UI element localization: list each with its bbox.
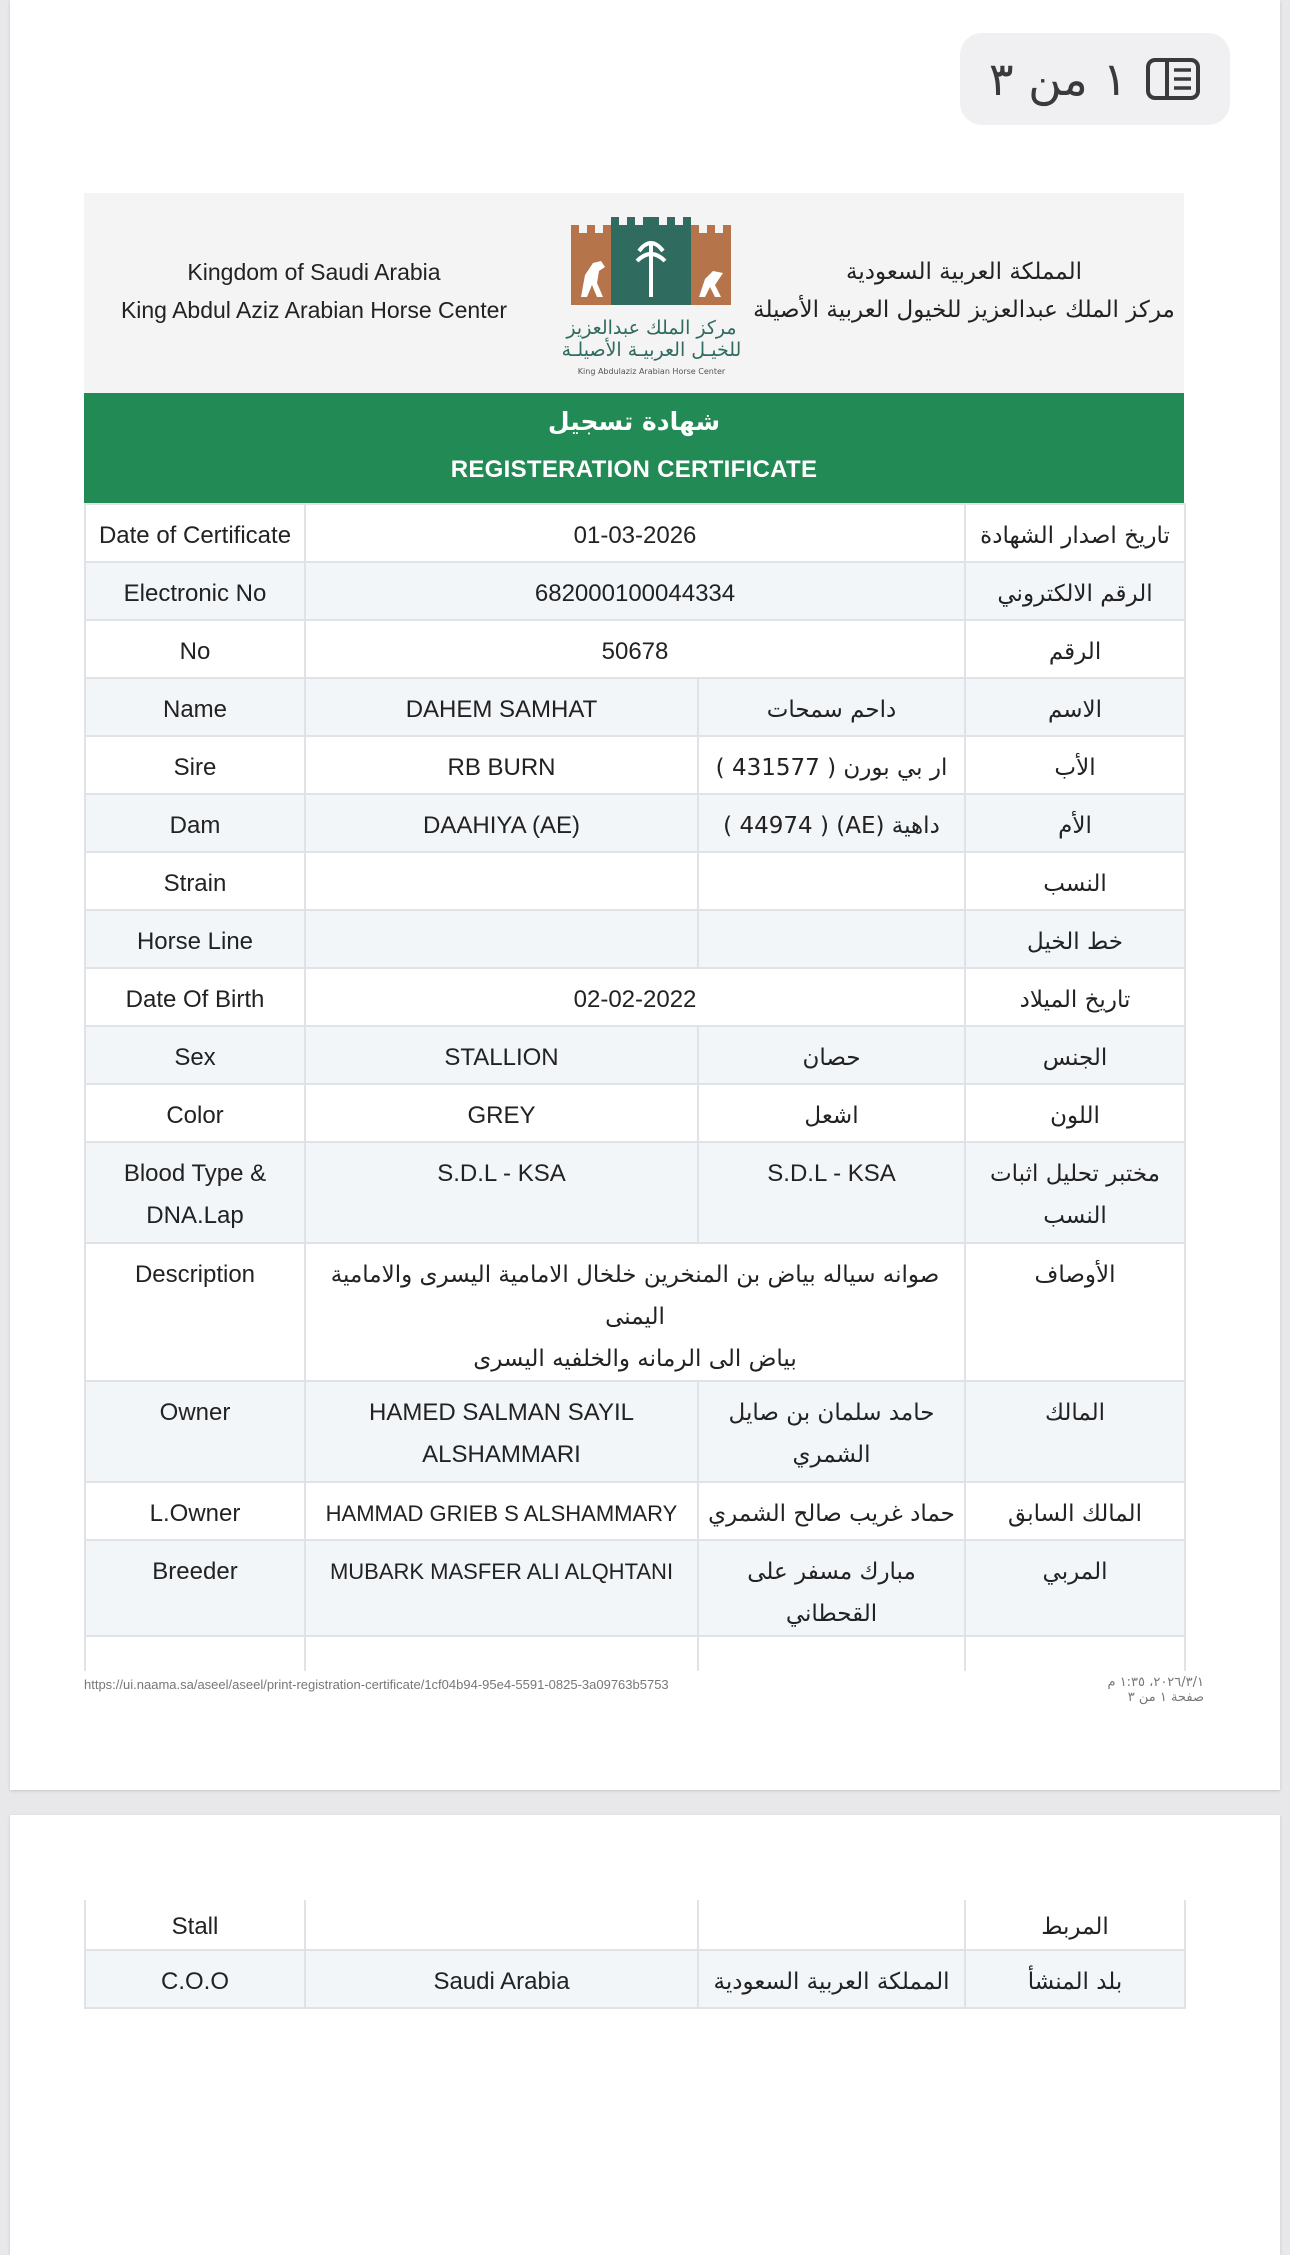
label-ar: المالك: [965, 1381, 1185, 1482]
value-en-cell: [305, 852, 698, 910]
value-en-cell: MUBARK MASFER ALI ALQHTANI: [305, 1540, 698, 1636]
table-row: [85, 1381, 1185, 1482]
center-logo: [559, 205, 744, 385]
header-en-line2: King Abdul Aziz Arabian Horse Center: [120, 297, 508, 323]
label-en: Stall: [85, 1900, 305, 1950]
label-ar: الرقم: [965, 620, 1185, 678]
table-row: [85, 1900, 1185, 1950]
value-en-cell: DAAHIYA (AE): [305, 794, 698, 852]
label-en: [85, 1142, 305, 1243]
label-en: Date of Certificate: [85, 504, 305, 562]
label-en: Date Of Birth: [85, 968, 305, 1026]
label-ar: الأم: [965, 794, 1185, 852]
label-en: Horse Line: [85, 910, 305, 968]
description-line1: صوانه سياله بياض بن المنخرين خلخال الامامية اليسرى والامامية اليمنى: [330, 1262, 940, 1330]
table-row: [85, 1084, 1185, 1142]
logo-caption-en: King Abdulaziz Arabian Horse Center: [577, 367, 726, 376]
print-date: [1108, 1675, 1205, 1705]
label-ar: خط الخيل: [965, 910, 1185, 968]
table-row: [85, 1243, 1185, 1381]
label-ar: الأب: [965, 736, 1185, 794]
value-ar-cell: S.D.L - KSA: [698, 1142, 965, 1243]
page-indicator-button[interactable]: [960, 33, 1230, 125]
value-en-cell: HAMMAD GRIEB S ALSHAMMARY: [305, 1482, 698, 1540]
label-en: Electronic No: [85, 562, 305, 620]
label-ar: الاسم: [965, 678, 1185, 736]
table-row: [85, 968, 1185, 1026]
label-en: Sire: [85, 736, 305, 794]
value-en-cell: [305, 1900, 698, 1950]
value-ar-cell: ار بي بورن ( 431577 ): [698, 736, 965, 794]
table-row: [85, 504, 1185, 562]
registration-table: [84, 503, 1186, 1671]
value-en-cell: RB BURN: [305, 736, 698, 794]
table-row: [85, 1482, 1185, 1540]
value-cell: 50678: [305, 620, 965, 678]
header-ar-line1: المملكة العربية السعودية: [846, 259, 1082, 285]
header-en-line1: Kingdom of Saudi Arabia: [187, 259, 441, 285]
table-row: [85, 562, 1185, 620]
value-en-cell: S.D.L - KSA: [305, 1142, 698, 1243]
table-row: [85, 620, 1185, 678]
owner-ar-line2: الشمري: [792, 1442, 871, 1468]
label-ar: [965, 1142, 1185, 1243]
print-date-line: ٢٠٢٦/٣/١، ١:٣٥ م: [1107, 1675, 1204, 1690]
value-en-cell: [305, 1381, 698, 1482]
owner-en-line1: HAMED SALMAN SAYIL: [369, 1399, 634, 1426]
value-cell: 682000100044334: [305, 562, 965, 620]
label-ar: اللون: [965, 1084, 1185, 1142]
value-en-cell: DAHEM SAMHAT: [305, 678, 698, 736]
header-arabic: [744, 253, 1184, 329]
value-cell: 01-03-2026: [305, 504, 965, 562]
empty-cell: [85, 1636, 305, 1671]
table-row: [85, 794, 1185, 852]
print-page-line: صفحة ١ من ٣: [1127, 1690, 1204, 1705]
label-ar: الجنس: [965, 1026, 1185, 1084]
table-row: [85, 1636, 1185, 1671]
value-en-cell: [305, 910, 698, 968]
label-en: Sex: [85, 1026, 305, 1084]
header-ar-line2: مركز الملك عبدالعزيز للخيول العربية الأصيلة: [753, 297, 1175, 323]
label-ar: الأوصاف: [965, 1243, 1185, 1381]
label-en: Breeder: [85, 1540, 305, 1636]
value-ar-cell: مبارك مسفر على القحطاني: [698, 1540, 965, 1636]
value-cell: 02-02-2022: [305, 968, 965, 1026]
value-ar-cell: حماد غريب صالح الشمري: [698, 1482, 965, 1540]
value-ar-cell: المملكة العربية السعودية: [698, 1950, 965, 2008]
value-ar-cell: حصان: [698, 1026, 965, 1084]
label-en: Strain: [85, 852, 305, 910]
owner-ar-line1: حامد سلمان بن صايل: [728, 1400, 935, 1426]
empty-cell: [698, 1636, 965, 1671]
label-en: Description: [85, 1243, 305, 1381]
value-ar-cell: داهية (AE) ( 44974 ): [698, 794, 965, 852]
label-ar: المربط: [965, 1900, 1185, 1950]
table-row: [85, 1950, 1185, 2008]
table-row: [85, 910, 1185, 968]
logo-emblem: [559, 205, 744, 315]
label-en-line2: DNA.Lap: [146, 1202, 244, 1229]
table-row: [85, 1540, 1185, 1636]
document-page-2: [10, 1815, 1280, 2255]
logo-caption-ar-line2: للخيـل العربيـة الأصيلـة: [561, 339, 742, 361]
reader-view-icon: [1145, 57, 1201, 101]
label-ar: المربي: [965, 1540, 1185, 1636]
registration-table-continued: [84, 1900, 1186, 2009]
label-ar: النسب: [965, 852, 1185, 910]
value-cell: [305, 1243, 965, 1381]
value-ar-cell: [698, 1381, 965, 1482]
table-row: [85, 678, 1185, 736]
certificate-title-en: REGISTERATION CERTIFICATE: [450, 456, 818, 483]
table-row: [85, 1142, 1185, 1243]
value-ar-cell: داحم سمحات: [698, 678, 965, 736]
certificate-title-banner: [84, 393, 1184, 503]
label-ar: تاريخ الميلاد: [965, 968, 1185, 1026]
certificate-header: [84, 193, 1184, 393]
certificate-title-ar: شهادة تسجيل: [547, 407, 721, 436]
label-en: No: [85, 620, 305, 678]
value-ar-cell: [698, 910, 965, 968]
label-ar: المالك السابق: [965, 1482, 1185, 1540]
owner-en-line2: ALSHAMMARI: [422, 1441, 581, 1468]
description-line2: بياض الى الرمانه والخلفيه اليسرى: [473, 1346, 797, 1372]
empty-cell: [965, 1636, 1185, 1671]
label-en: Owner: [85, 1381, 305, 1482]
value-ar-cell: [698, 1900, 965, 1950]
label-en: Dam: [85, 794, 305, 852]
label-ar-line2: النسب: [1043, 1203, 1107, 1229]
label-en: Color: [85, 1084, 305, 1142]
value-ar-cell: [698, 852, 965, 910]
label-ar: تاريخ اصدار الشهادة: [965, 504, 1185, 562]
table-row: [85, 1026, 1185, 1084]
label-en: C.O.O: [85, 1950, 305, 2008]
label-ar: بلد المنشأ: [965, 1950, 1185, 2008]
header-english: [84, 253, 544, 329]
page-indicator-text: ١ من ٣: [988, 52, 1128, 106]
value-en-cell: GREY: [305, 1084, 698, 1142]
logo-caption-ar-line1: مركز الملك عبدالعزيز: [566, 317, 737, 339]
label-en: Name: [85, 678, 305, 736]
label-ar-line1: مختبر تحليل اثبات: [990, 1161, 1160, 1187]
value-en-cell: Saudi Arabia: [305, 1950, 698, 2008]
empty-cell: [305, 1636, 698, 1671]
label-en: L.Owner: [85, 1482, 305, 1540]
table-row: [85, 736, 1185, 794]
label-ar: الرقم الالكتروني: [965, 562, 1185, 620]
value-ar-cell: اشعل: [698, 1084, 965, 1142]
print-url: https://ui.naama.sa/aseel/aseel/print-registration-certificate/1cf04b94-95e4-5591-0825-3a09763b5753: [84, 1677, 669, 1692]
value-en-cell: STALLION: [305, 1026, 698, 1084]
label-en-line1: Blood Type &: [123, 1160, 267, 1187]
table-row: [85, 852, 1185, 910]
